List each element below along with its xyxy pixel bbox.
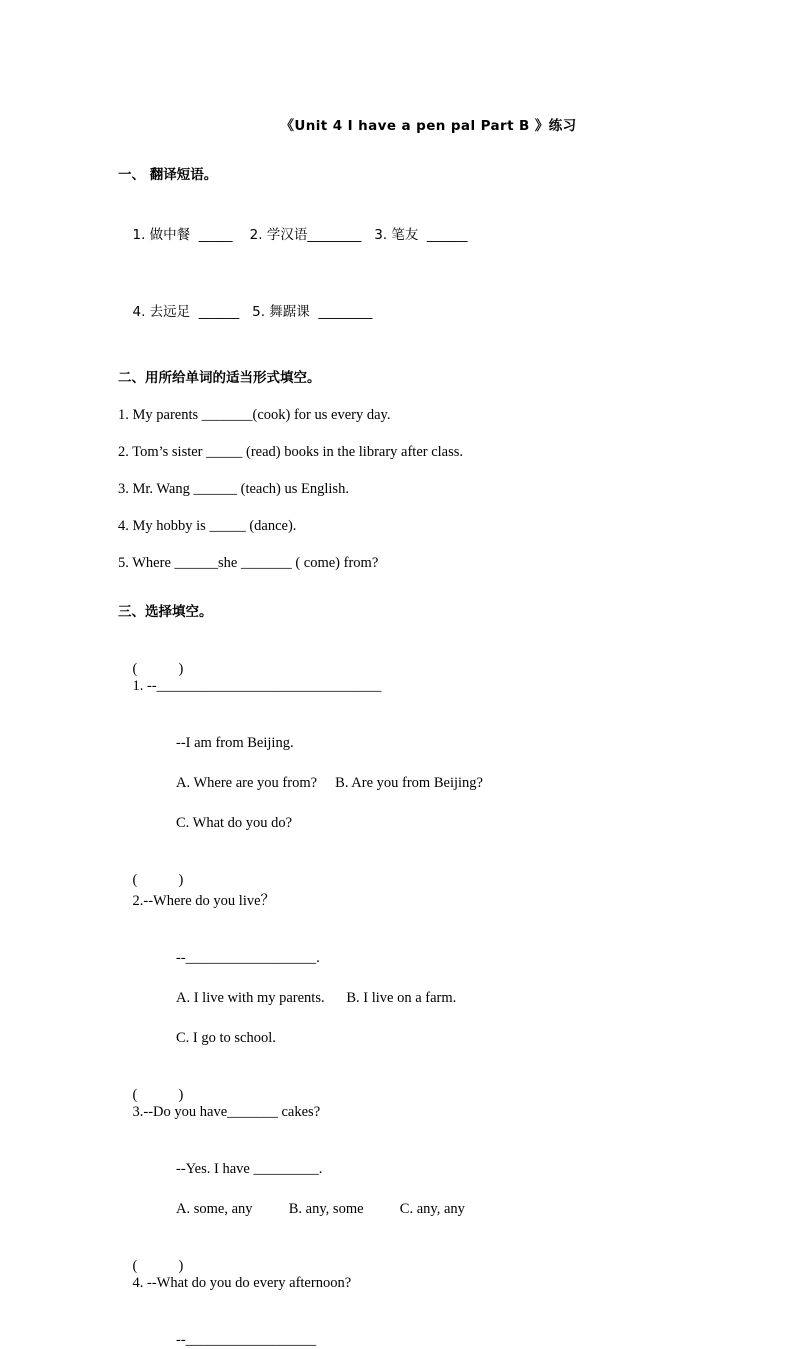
page-title: [118, 114, 709, 135]
question-options-2b[interactable]: C. I go to school.: [176, 1030, 276, 1046]
question-stem-3: 3.--Do you have_______ cakes?: [132, 1104, 321, 1120]
question-answer-line-4: --__________________: [176, 1332, 317, 1348]
answer-bracket-open-2[interactable]: (: [132, 872, 138, 888]
question-answer-line-2: --__________________.: [176, 950, 320, 966]
choice-question-1: [118, 644, 709, 712]
question-stem-2: 2.--Where do you live？: [132, 893, 276, 909]
fill-blank-item-2: 2. Tom’s sister _____ (read) books in the library after class.: [118, 444, 464, 460]
section-heading-2: 二、用所给单词的适当形式填空。: [118, 370, 321, 386]
choice-question-4: [118, 1241, 709, 1309]
answer-bracket-close-3: ): [178, 1087, 184, 1103]
section-heading-3: 三、选择填空。: [118, 604, 213, 620]
answer-bracket-open-3[interactable]: (: [132, 1087, 138, 1103]
phrase-line-1: 1. 做中餐 _____ 2. 学汉语________ 3. 笔友 ______: [132, 227, 468, 243]
question-answer-line-3: --Yes. I have _________.: [176, 1161, 323, 1177]
question-stem-1: 1. --_______________________________: [132, 678, 382, 694]
question-answer-line-1: --I am from Beijing.: [176, 735, 294, 751]
choice-question-2: [118, 855, 709, 927]
answer-bracket-open-4[interactable]: (: [132, 1258, 138, 1274]
section-heading-1: 一、 翻译短语。: [118, 167, 218, 183]
choice-question-3: [118, 1070, 709, 1138]
page-title-text: 《Unit 4 I have a pen pal Part B 》练习: [280, 118, 577, 134]
fill-blank-item-1: 1. My parents _______(cook) for us every day.: [118, 407, 391, 423]
fill-blank-item-3: 3. Mr. Wang ______ (teach) us English.: [118, 481, 349, 497]
question-stem-4: 4. --What do you do every afternoon?: [132, 1275, 352, 1291]
question-options-1a[interactable]: A. Where are you from? B. Are you from Beijing?: [176, 775, 483, 791]
fill-blank-item-5: 5. Where ______she _______ ( come) from?: [118, 555, 379, 571]
answer-bracket-close-4: ): [178, 1258, 184, 1274]
question-options-3a[interactable]: A. some, any B. any, some C. any, any: [176, 1201, 465, 1217]
answer-bracket-close-1: ): [178, 661, 184, 677]
question-options-2a[interactable]: A. I live with my parents. B. I live on a farm.: [176, 990, 457, 1006]
question-options-1b[interactable]: C. What do you do?: [176, 815, 293, 831]
fill-blank-item-4: 4. My hobby is _____ (dance).: [118, 518, 297, 534]
answer-bracket-close-2: ): [178, 872, 184, 888]
answer-bracket-open-1[interactable]: (: [132, 661, 138, 677]
phrase-line-2: 4. 去远足 ______ 5. 舞踞课 ________: [132, 304, 373, 320]
